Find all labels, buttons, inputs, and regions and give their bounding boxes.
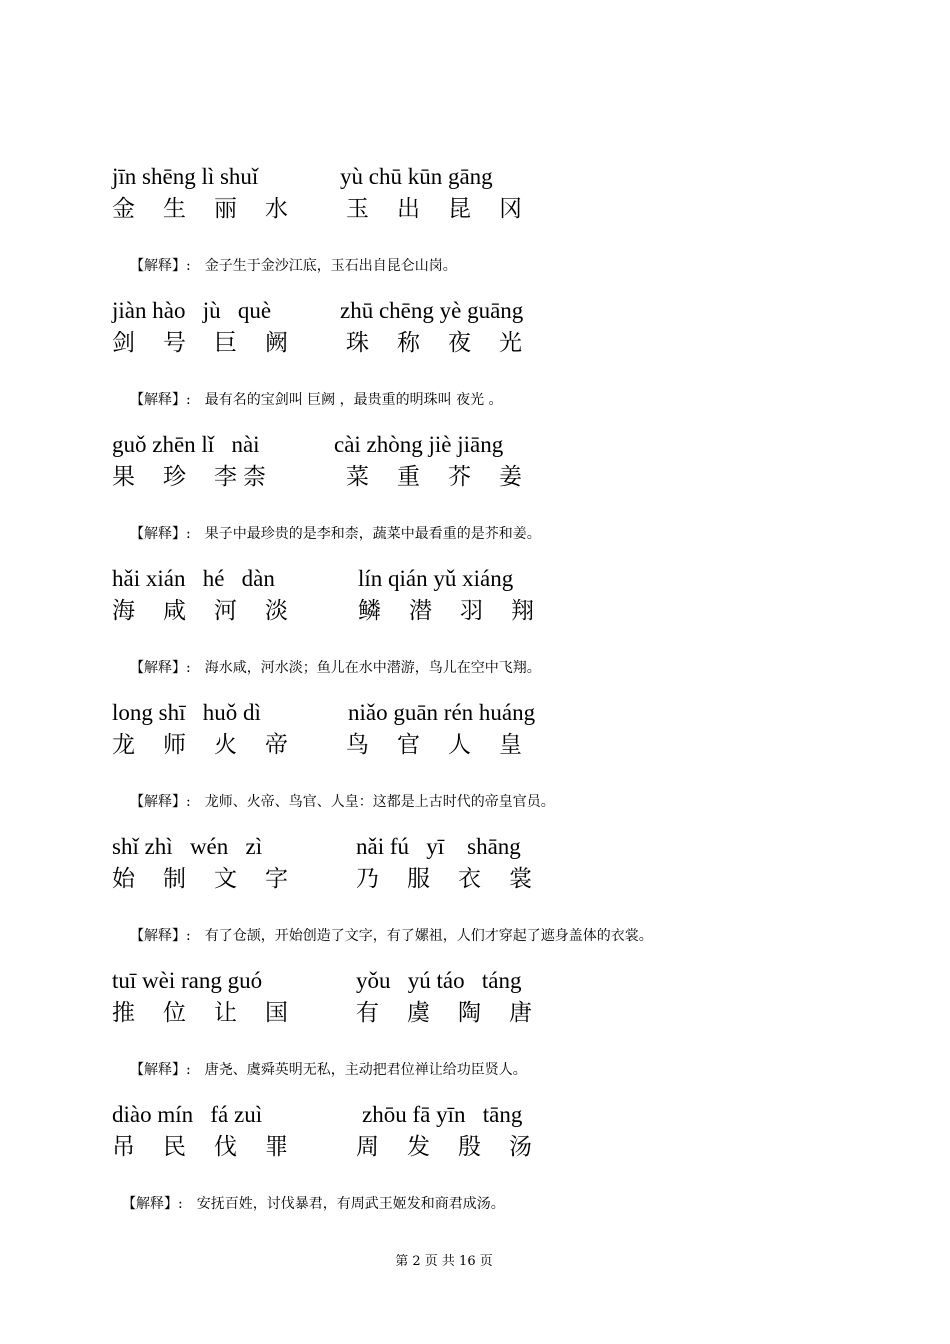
hanzi-char: 制 (163, 866, 186, 892)
hanzi-char: 菜 (346, 464, 369, 490)
hanzi-char: 位 (163, 1000, 186, 1026)
explanation-text: 唐尧、虞舜英明无私，主动把君位禅让给功臣贤人。 (204, 1062, 527, 1078)
hanzi-char: 人 (448, 732, 471, 758)
hanzi-char: 李 (214, 464, 237, 490)
explanation-label: 【解释】: (130, 660, 191, 676)
explanation (130, 659, 541, 677)
pinyin-right: yǒu yú táo táng (356, 968, 522, 993)
hanzi-char: 国 (265, 1000, 288, 1026)
hanzi-char: 巨 (214, 330, 237, 356)
explanation-label: 【解释】: (130, 794, 191, 810)
verse-entry (112, 1101, 812, 1165)
hanzi-char: 殷 (458, 1134, 481, 1160)
hanzi-char: 火 (214, 732, 237, 758)
pinyin-right: lín qián yǔ xiáng (358, 566, 514, 591)
hanzi-char: 生 (163, 196, 186, 222)
hanzi-char: 虞 (407, 1000, 430, 1026)
explanation (130, 391, 503, 409)
verse-entry (112, 967, 812, 1031)
pinyin-left: tuī wèi rang guó (112, 968, 263, 993)
hanzi-char: 文 (214, 866, 237, 892)
explanation-text: 有了仓颉，开始创造了文字，有了嫘祖，人们才穿起了遮身盖体的衣裳。 (204, 928, 653, 944)
hanzi-char: 唐 (509, 1000, 532, 1026)
pinyin-right: zhōu fā yīn tāng (362, 1102, 523, 1127)
hanzi-char: 鳞 (358, 598, 381, 624)
hanzi-right (346, 731, 550, 759)
hanzi-char: 珠 (346, 330, 369, 356)
hanzi-char: 龙 (112, 732, 135, 758)
hanzi-left (112, 731, 316, 759)
hanzi-char: 乃 (356, 866, 379, 892)
hanzi-char: 咸 (163, 598, 186, 624)
hanzi-char: 果 (112, 464, 135, 490)
explanation-text: 果子中最珍贵的是李和柰，蔬菜中最看重的是芥和姜。 (204, 526, 541, 542)
explanation-text: 最有名的宝剑叫 巨阙 ，最贵重的明珠叫 夜光 。 (204, 392, 503, 408)
hanzi-char: 推 (112, 1000, 135, 1026)
hanzi-char: 海 (112, 598, 135, 624)
hanzi-left (112, 195, 316, 223)
pinyin-left: jīn shēng lì shuǐ (112, 164, 259, 189)
hanzi-char: 冈 (499, 196, 522, 222)
hanzi-left (112, 329, 316, 357)
hanzi-char: 周 (356, 1134, 379, 1160)
hanzi-char: 伐 (214, 1134, 237, 1160)
hanzi-right (356, 865, 560, 893)
hanzi-right (358, 597, 562, 625)
explanation-text: 金子生于金沙江底，玉石出自昆仑山岗。 (204, 258, 457, 274)
verse-entry (112, 163, 812, 227)
hanzi-char: 剑 (112, 330, 135, 356)
pinyin-left: long shī huǒ dì (112, 700, 261, 725)
hanzi-char: 重 (397, 464, 420, 490)
hanzi-char: 服 (407, 866, 430, 892)
hanzi-char: 始 (112, 866, 135, 892)
hanzi-char: 裳 (509, 866, 532, 892)
pinyin-left: shǐ zhì wén zì (112, 834, 263, 859)
verse-entry (112, 833, 812, 897)
pinyin-left: guǒ zhēn lǐ nài (112, 432, 260, 457)
hanzi-char: 有 (356, 1000, 379, 1026)
pinyin-right: niǎo guān rén huáng (348, 700, 536, 725)
hanzi-char: 民 (163, 1134, 186, 1160)
explanation-label: 【解释】: (130, 1062, 191, 1078)
hanzi-char: 官 (397, 732, 420, 758)
hanzi-char: 号 (163, 330, 186, 356)
hanzi-char: 发 (407, 1134, 430, 1160)
hanzi-left (112, 999, 316, 1027)
hanzi-char: 鸟 (346, 732, 369, 758)
hanzi-char: 翔 (511, 598, 534, 624)
hanzi-char: 玉 (346, 196, 369, 222)
hanzi-char: 河 (214, 598, 237, 624)
hanzi-left (112, 865, 316, 893)
pinyin-left: hǎi xián hé dàn (112, 566, 275, 591)
hanzi-char: 水 (265, 196, 288, 222)
hanzi-right (346, 329, 550, 357)
pinyin-right: cài zhòng jiè jiāng (334, 432, 504, 457)
hanzi-right (356, 1133, 560, 1161)
hanzi-char: 夜 (448, 330, 471, 356)
explanation (130, 927, 653, 945)
hanzi-right (346, 195, 550, 223)
hanzi-char: 芥 (448, 464, 471, 490)
hanzi-char: 淡 (265, 598, 288, 624)
explanation-text: 海水咸，河水淡；鱼儿在水中潜游，鸟儿在空中飞翔。 (204, 660, 541, 676)
explanation (130, 793, 555, 811)
hanzi-char: 衣 (458, 866, 481, 892)
hanzi-char: 潜 (409, 598, 432, 624)
verse-entry (112, 699, 812, 763)
hanzi-char: 出 (397, 196, 420, 222)
explanation (130, 525, 541, 543)
hanzi-char: 汤 (509, 1134, 532, 1160)
hanzi-char: 姜 (499, 464, 522, 490)
hanzi-right (356, 999, 560, 1027)
hanzi-char: 陶 (458, 1000, 481, 1026)
hanzi-char: 珍 (163, 464, 186, 490)
explanation-label: 【解释】: (130, 526, 191, 542)
verse-entry (112, 297, 812, 361)
hanzi-char: 字 (265, 866, 288, 892)
verse-entry (112, 431, 812, 495)
explanation-text: 龙师、火帝、鸟官、人皇：这都是上古时代的帝皇官员。 (204, 794, 555, 810)
pinyin-left: diào mín fá zuì (112, 1102, 263, 1127)
hanzi-char: 吊 (112, 1134, 135, 1160)
explanation (130, 257, 457, 275)
page-number-footer: 第 2 页 共 16 页 (395, 1254, 493, 1269)
hanzi-char: 羽 (460, 598, 483, 624)
hanzi-char: 皇 (499, 732, 522, 758)
hanzi-char: 阙 (265, 330, 288, 356)
pinyin-right: zhū chēng yè guāng (340, 298, 524, 323)
verse-entry (112, 565, 812, 629)
hanzi-left (112, 597, 316, 625)
hanzi-char: 称 (397, 330, 420, 356)
explanation-label: 【解释】: (130, 928, 191, 944)
hanzi-left (112, 1133, 316, 1161)
pinyin-left: jiàn hào jù què (112, 298, 272, 323)
hanzi-char: 金 (112, 196, 135, 222)
pinyin-right: nǎi fú yī shāng (356, 834, 521, 859)
explanation-text: 安抚百姓，讨伐暴君，有周武王姬发和商君成汤。 (196, 1196, 505, 1212)
explanation-label: 【解释】: (130, 258, 191, 274)
hanzi-right (346, 463, 550, 491)
hanzi-char: 师 (163, 732, 186, 758)
hanzi-char: 丽 (214, 196, 237, 222)
hanzi-char: 昆 (448, 196, 471, 222)
explanation (130, 1061, 527, 1079)
hanzi-char: 光 (499, 330, 522, 356)
pinyin-right: yù chū kūn gāng (340, 164, 493, 189)
hanzi-char: 柰 (243, 464, 266, 490)
hanzi-char: 帝 (265, 732, 288, 758)
hanzi-char: 罪 (265, 1134, 288, 1160)
hanzi-char: 让 (214, 1000, 237, 1026)
explanation (122, 1195, 505, 1213)
explanation-label: 【解释】: (122, 1196, 183, 1212)
explanation-label: 【解释】: (130, 392, 191, 408)
hanzi-left (112, 463, 273, 491)
